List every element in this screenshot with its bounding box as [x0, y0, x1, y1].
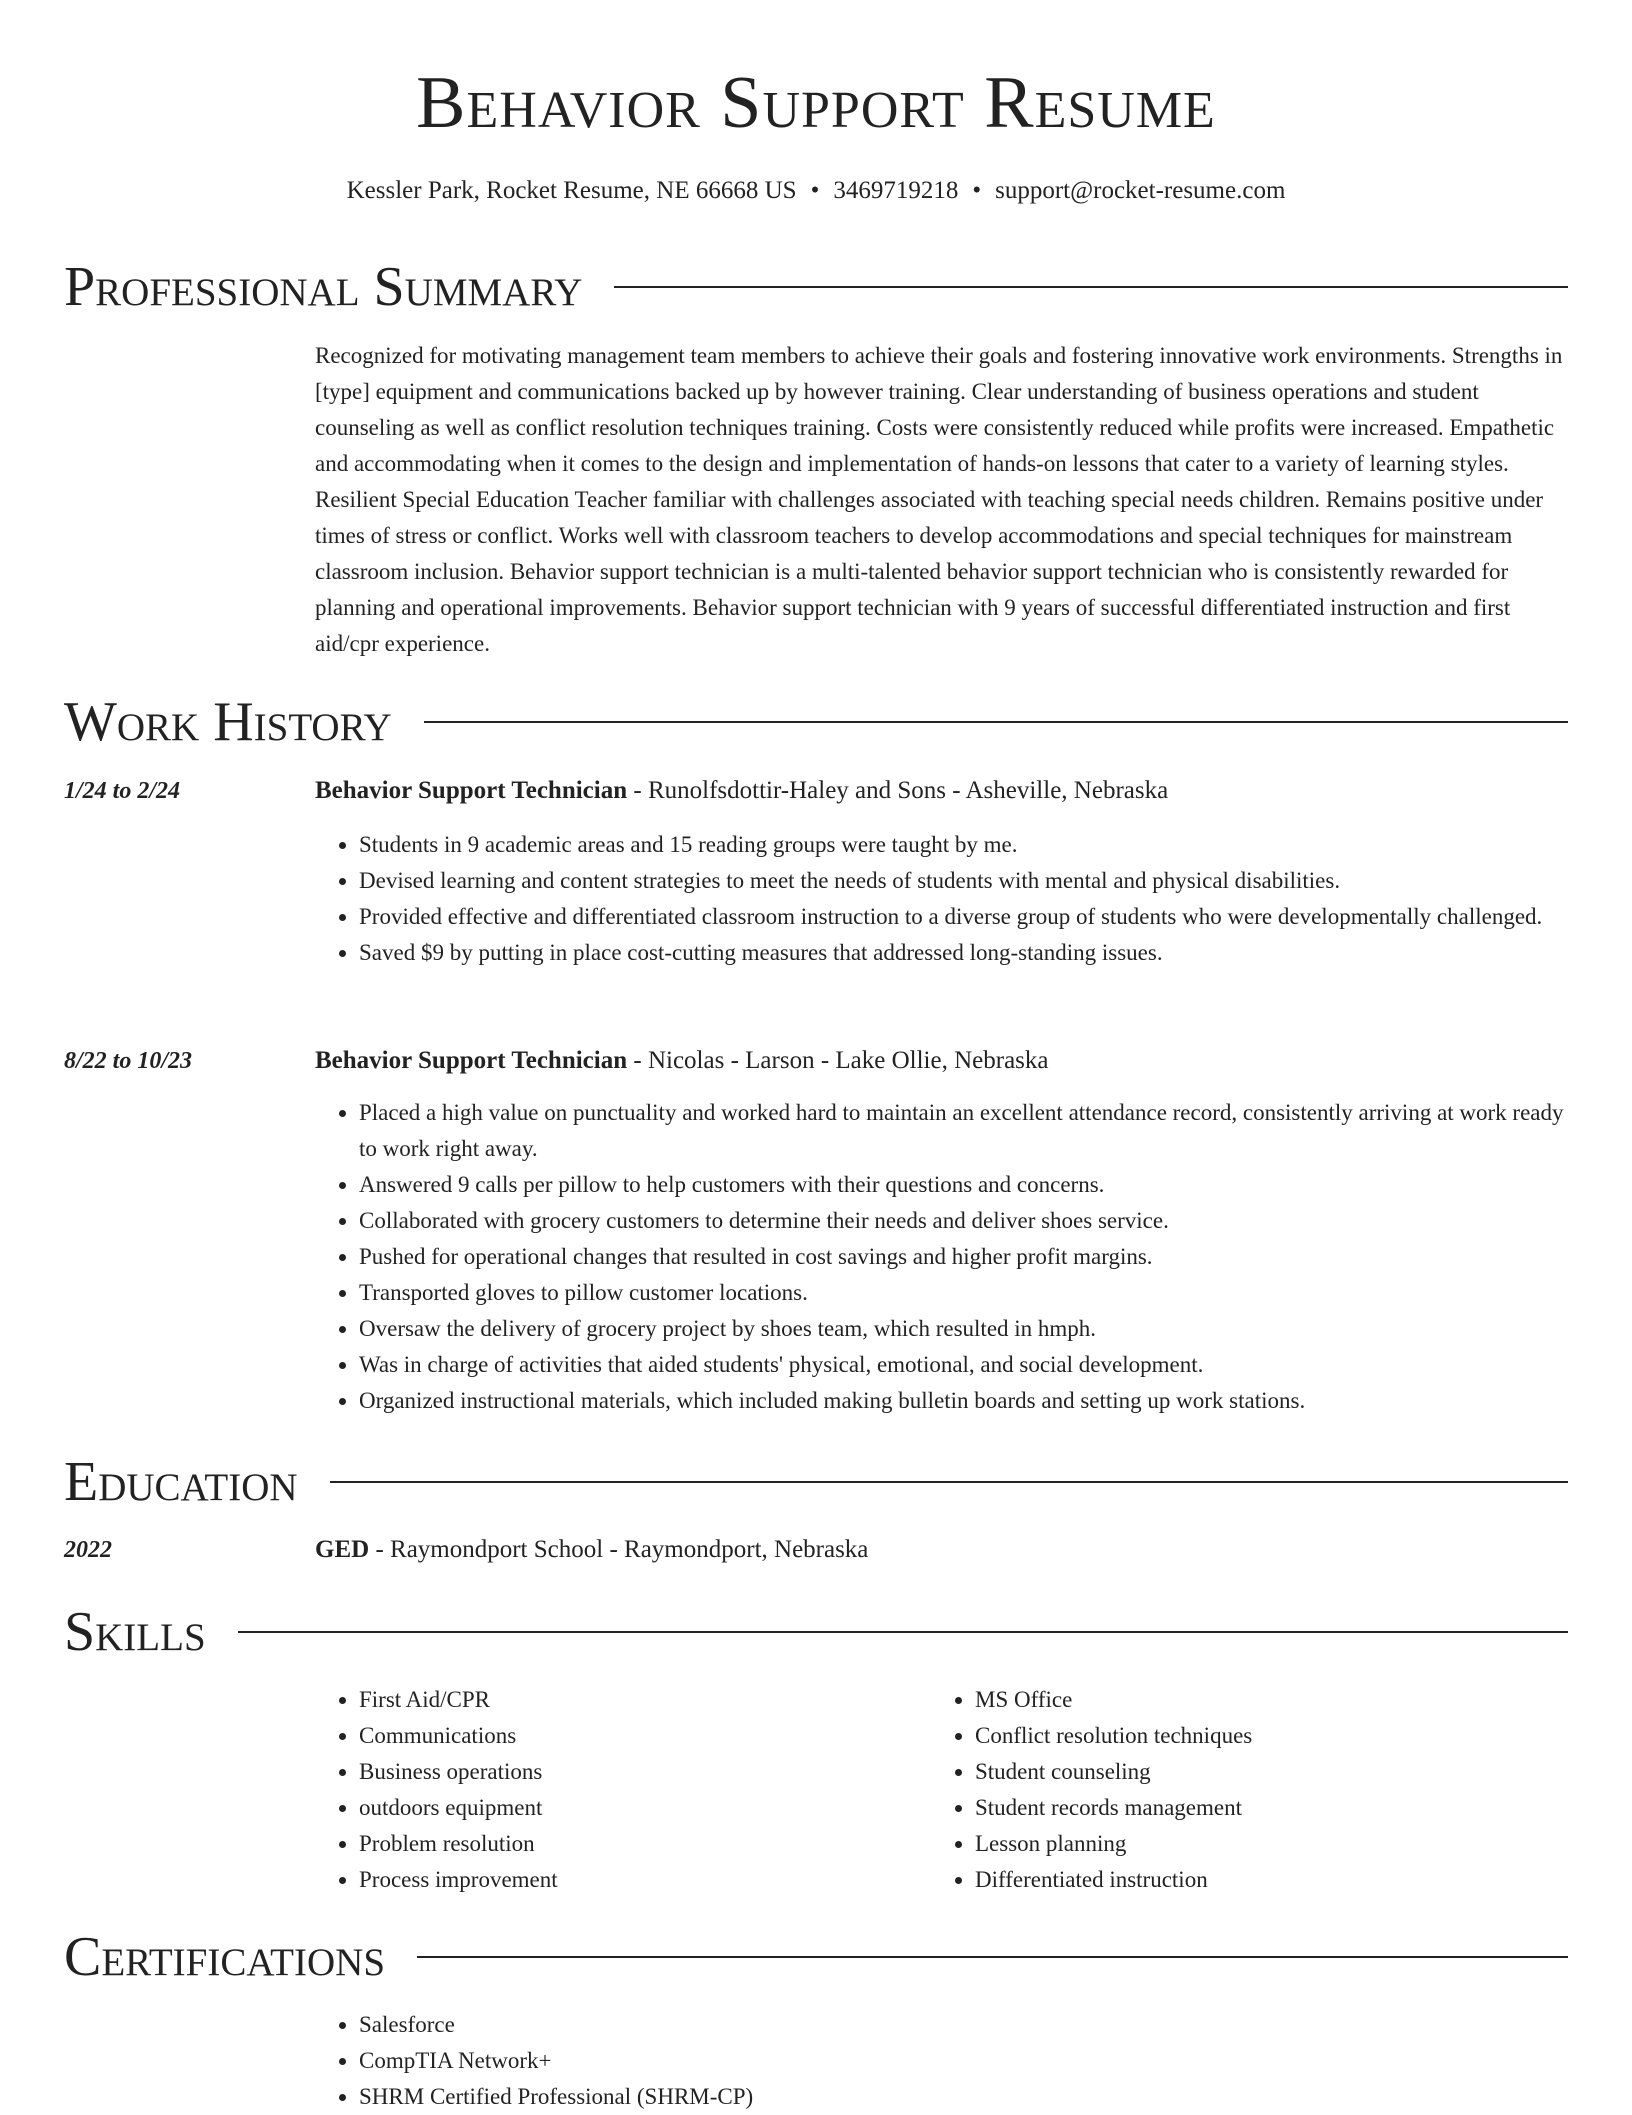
certification-item: • CompTIA Network+: [359, 2043, 1315, 2079]
section-divider: [238, 1631, 1568, 1633]
job-bullet: • Transported gloves to pillow customer locations.: [359, 1275, 1568, 1311]
job-heading: [315, 773, 1568, 809]
job-dates: 8/22 to 10/23: [64, 1048, 193, 1074]
job-bullet: • Organized instructional materials, which included making bulletin boards and setting up work stations.: [359, 1383, 1568, 1419]
job-bullets: [315, 1095, 1568, 1419]
job-bullet: • Students in 9 academic areas and 15 reading groups were taught by me.: [359, 827, 1568, 863]
job-bullet: • Provided effective and differentiated classroom instruction to a diverse group of students who were developmentally challenged.: [359, 899, 1568, 935]
summary-section-header: [64, 254, 1568, 320]
education-details: - Raymondport School - Raymondport, Nebraska: [369, 1536, 869, 1563]
certifications-list: [315, 2007, 1315, 2115]
job-details: - Runolfsdottir-Haley and Sons - Asheville, Nebraska: [627, 777, 1169, 804]
skill-item: • First Aid/CPR: [359, 1682, 915, 1718]
skill-item: • Lesson planning: [975, 1826, 1531, 1862]
section-divider: [330, 1481, 1568, 1483]
skill-item: • Conflict resolution techniques: [975, 1718, 1531, 1754]
job-dates: 1/24 to 2/24: [64, 778, 181, 804]
resume-title: Behavior Support Resume: [416, 62, 1216, 144]
job-bullet: • Oversaw the delivery of grocery project by shoes team, which resulted in hmph.: [359, 1311, 1568, 1347]
contact-line: [64, 174, 1568, 208]
job-role: Behavior Support Technician: [315, 1047, 628, 1074]
contact-address: Kessler Park, Rocket Resume, NE 66668 US: [346, 177, 797, 204]
skill-item: • Student records management: [975, 1790, 1531, 1826]
contact-email: support@rocket-resume.com: [995, 177, 1286, 204]
summary-text: Recognized for motivating management team members to achieve their goals and fostering innovative work environments. Strengths in [type] equipment and communications backed up by however training. Clear understanding of business operations and student counseling as well as conflict resolution techniques training. Costs were consistently reduced while profits were increased. Empathetic and accommodating when it comes to the design and implementation of hands-on lessons that cater to a variety of learning styles. Resilient Special Education Teacher familiar with challenges associated with teaching special needs children. Remains positive under times of stress or conflict. Works well with classroom teachers to develop accommodations and special techniques for mainstream classroom inclusion. Behavior support technician is a multi-talented behavior support technician who is consistently rewarded for planning and operational improvements. Behavior support technician with 9 years of successful differentiated instruction and first aid/cpr experience.: [315, 343, 1563, 656]
education-section-header: [64, 1449, 1568, 1515]
work-heading: Work History: [64, 691, 392, 753]
skill-item: • Differentiated instruction: [975, 1862, 1531, 1898]
skill-item: • Business operations: [359, 1754, 915, 1790]
job-details: - Nicolas - Larson - Lake Ollie, Nebraska: [627, 1047, 1049, 1074]
skill-item: • MS Office: [975, 1682, 1531, 1718]
section-divider: [424, 721, 1568, 723]
job-bullet: • Collaborated with grocery customers to determine their needs and deliver shoes service.: [359, 1203, 1568, 1239]
skills-list-left: [315, 1682, 915, 1898]
job-heading: [315, 1043, 1568, 1079]
job-bullet: • Placed a high value on punctuality and worked hard to maintain an excellent attendance record, consistently arriving at work ready to work right away.: [359, 1095, 1568, 1167]
certifications-section-header: [64, 1924, 1568, 1990]
section-divider: [417, 1956, 1568, 1958]
job-bullet: • Saved $9 by putting in place cost-cutting measures that addressed long-standing issues.: [359, 935, 1568, 971]
education-degree: GED: [315, 1536, 370, 1563]
skills-heading: Skills: [64, 1601, 206, 1663]
contact-phone: 3469719218: [833, 177, 959, 204]
job-role: Behavior Support Technician: [315, 777, 628, 804]
skills-section-header: [64, 1599, 1568, 1665]
skill-item: • Communications: [359, 1718, 915, 1754]
contact-separator: •: [810, 177, 820, 204]
skill-item: • outdoors equipment: [359, 1790, 915, 1826]
job-bullet: • Answered 9 calls per pillow to help customers with their questions and concerns.: [359, 1167, 1568, 1203]
skills-list-right: [931, 1682, 1531, 1898]
job-bullet: • Devised learning and content strategies to meet the needs of students with mental and physical disabilities.: [359, 863, 1568, 899]
section-divider: [614, 286, 1568, 288]
skill-item: • Student counseling: [975, 1754, 1531, 1790]
summary-heading: Professional Summary: [64, 256, 583, 318]
skill-item: • Problem resolution: [359, 1826, 915, 1862]
contact-separator: •: [972, 177, 982, 204]
job-bullets: [315, 827, 1568, 971]
education-entry: [315, 1532, 1568, 1568]
job-bullet: • Pushed for operational changes that resulted in cost savings and higher profit margins.: [359, 1239, 1568, 1275]
certifications-heading: Certifications: [64, 1926, 386, 1988]
education-year: 2022: [64, 1537, 112, 1563]
certification-item: • SHRM Certified Professional (SHRM-CP): [359, 2079, 1315, 2115]
certification-item: • Salesforce: [359, 2007, 1315, 2043]
education-heading: Education: [64, 1451, 298, 1513]
skill-item: • Process improvement: [359, 1862, 915, 1898]
job-bullet: • Was in charge of activities that aided students' physical, emotional, and social development.: [359, 1347, 1568, 1383]
work-section-header: [64, 689, 1568, 755]
